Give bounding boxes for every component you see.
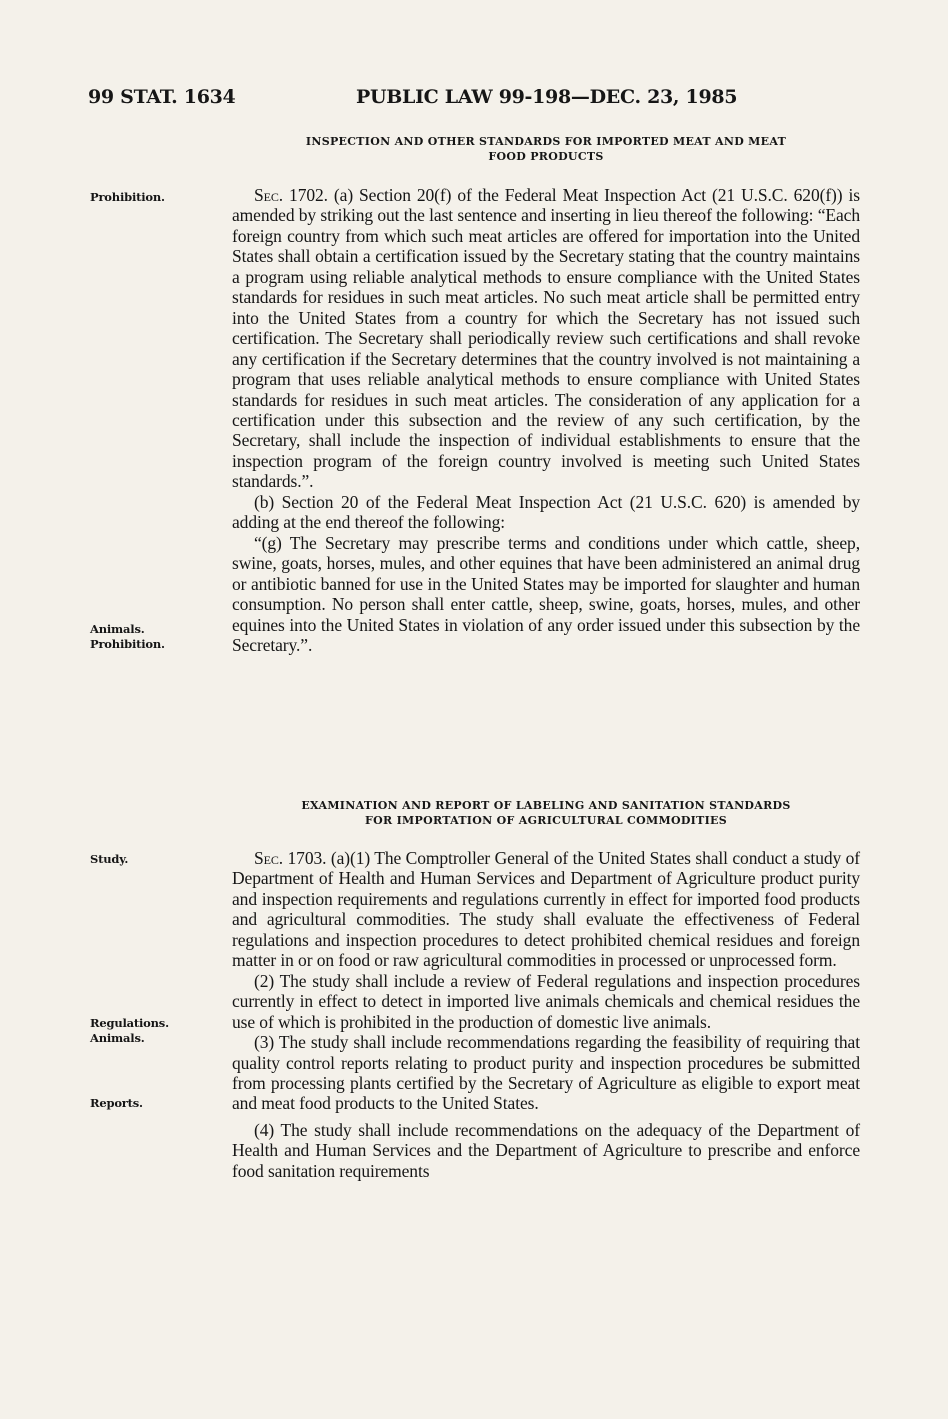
margin-note-study: Study.: [90, 852, 129, 866]
paragraph-2: (2) The study shall include a review of Federal regulations and inspection procedures currently in effect to detect in imported live animals chemicals and chemical residues the use of which is prohibited in the production of domestic live animals.: [232, 970, 860, 1032]
section-1702-body: [232, 185, 860, 655]
note-line: Animals.: [90, 1031, 145, 1045]
margin-note-prohibition: Prohibition.: [90, 190, 165, 204]
heading-line: INSPECTION AND OTHER STANDARDS FOR IMPORTED MEAT AND MEAT: [305, 135, 787, 148]
paragraph-4: (4) The study shall include recommendations on the adequacy of the Department of Health and Human Services and the Department of Agriculture to prescribe and enforce food sanitation requirements: [232, 1119, 860, 1181]
section-1703-body: [232, 848, 860, 1181]
section-1703-heading: [232, 798, 860, 828]
section-number: Sec. 1702.: [254, 185, 328, 205]
section-1702-heading: [232, 134, 860, 164]
paragraph-b: (b) Section 20 of the Federal Meat Inspection Act (21 U.S.C. 620) is amended by adding at the end thereof the following:: [232, 491, 860, 533]
note-line: Prohibition.: [90, 637, 165, 651]
margin-note-reports: Reports.: [90, 1096, 143, 1110]
paragraph-3: (3) The study shall include recommendations regarding the feasibility of requiring that quality control reports relating to product purity and inspection procedures be submitted from processing plants certified by the Secretary of Agriculture as eligible to export meat and meat food products to the United States.: [232, 1032, 860, 1114]
note-line: Regulations.: [90, 1016, 169, 1030]
paragraph-text: (a) Section 20(f) of the Federal Meat Inspection Act (21 U.S.C. 620(f)) is amended by striking out the last sentence and inserting in lieu thereof the following: “Each foreign country from which such meat articles are offered for importation into the United States shall obtain a certification issued by the Secretary stating that the country maintains a program using reliable analytical methods to ensure compliance with the United States standards for residues in such meat articles. No such meat article shall be permitted entry into the United States from a country for which the Secretary has not issued such certification. The Secretary shall periodically review such certifications and shall revoke any certification if the Secretary determines that the country involved is not maintaining a program that uses reliable analytical methods to ensure compliance with United States standards for residues in such meat articles. The consideration of any application for a certification under this subsection and the review of any such certification, by the Secretary, shall include the inspection of individual establishments to ensure that the inspection program of the foreign country involved is meeting such United States standards.”.: [232, 185, 860, 492]
heading-line: EXAMINATION AND REPORT OF LABELING AND SANITATION STANDARDS: [301, 799, 791, 812]
stat-reference: 99 STAT. 1634: [88, 86, 236, 108]
heading-line: FOR IMPORTATION OF AGRICULTURAL COMMODITIES: [365, 814, 727, 827]
heading-line: FOOD PRODUCTS: [488, 150, 604, 163]
paragraph-g: “(g) The Secretary may prescribe terms and conditions under which cattle, sheep, swine, goats, horses, mules, and other equines that have been administered an animal drug or antibiotic banned for use in the United States may be imported for slaughter and human consumption. No person shall enter cattle, sheep, swine, goats, horses, mules, and other equines into the United States in violation of any order issued under this subsection by the Secretary.”.: [232, 532, 860, 655]
margin-note-regulations-animals: [90, 1016, 169, 1046]
public-law-title: PUBLIC LAW 99-198—DEC. 23, 1985: [356, 86, 738, 108]
margin-note-animals-prohibition: [90, 622, 165, 652]
paragraph-text: (a)(1) The Comptroller General of the United States shall conduct a study of Department of Health and Human Services and Department of Agriculture product purity and inspection requirements and regulations currently in effect for imported food products and agricultural commodities. The study shall evaluate the effectiveness of Federal regulations and inspection procedures to detect prohibited chemical residues and foreign matter in or on food or raw agricultural commodities in processed or unprocessed form.: [232, 848, 860, 971]
note-line: Animals.: [90, 622, 145, 636]
section-number: Sec. 1703.: [254, 848, 327, 868]
paragraph-a1: [232, 848, 860, 971]
paragraph-a: [232, 185, 860, 492]
